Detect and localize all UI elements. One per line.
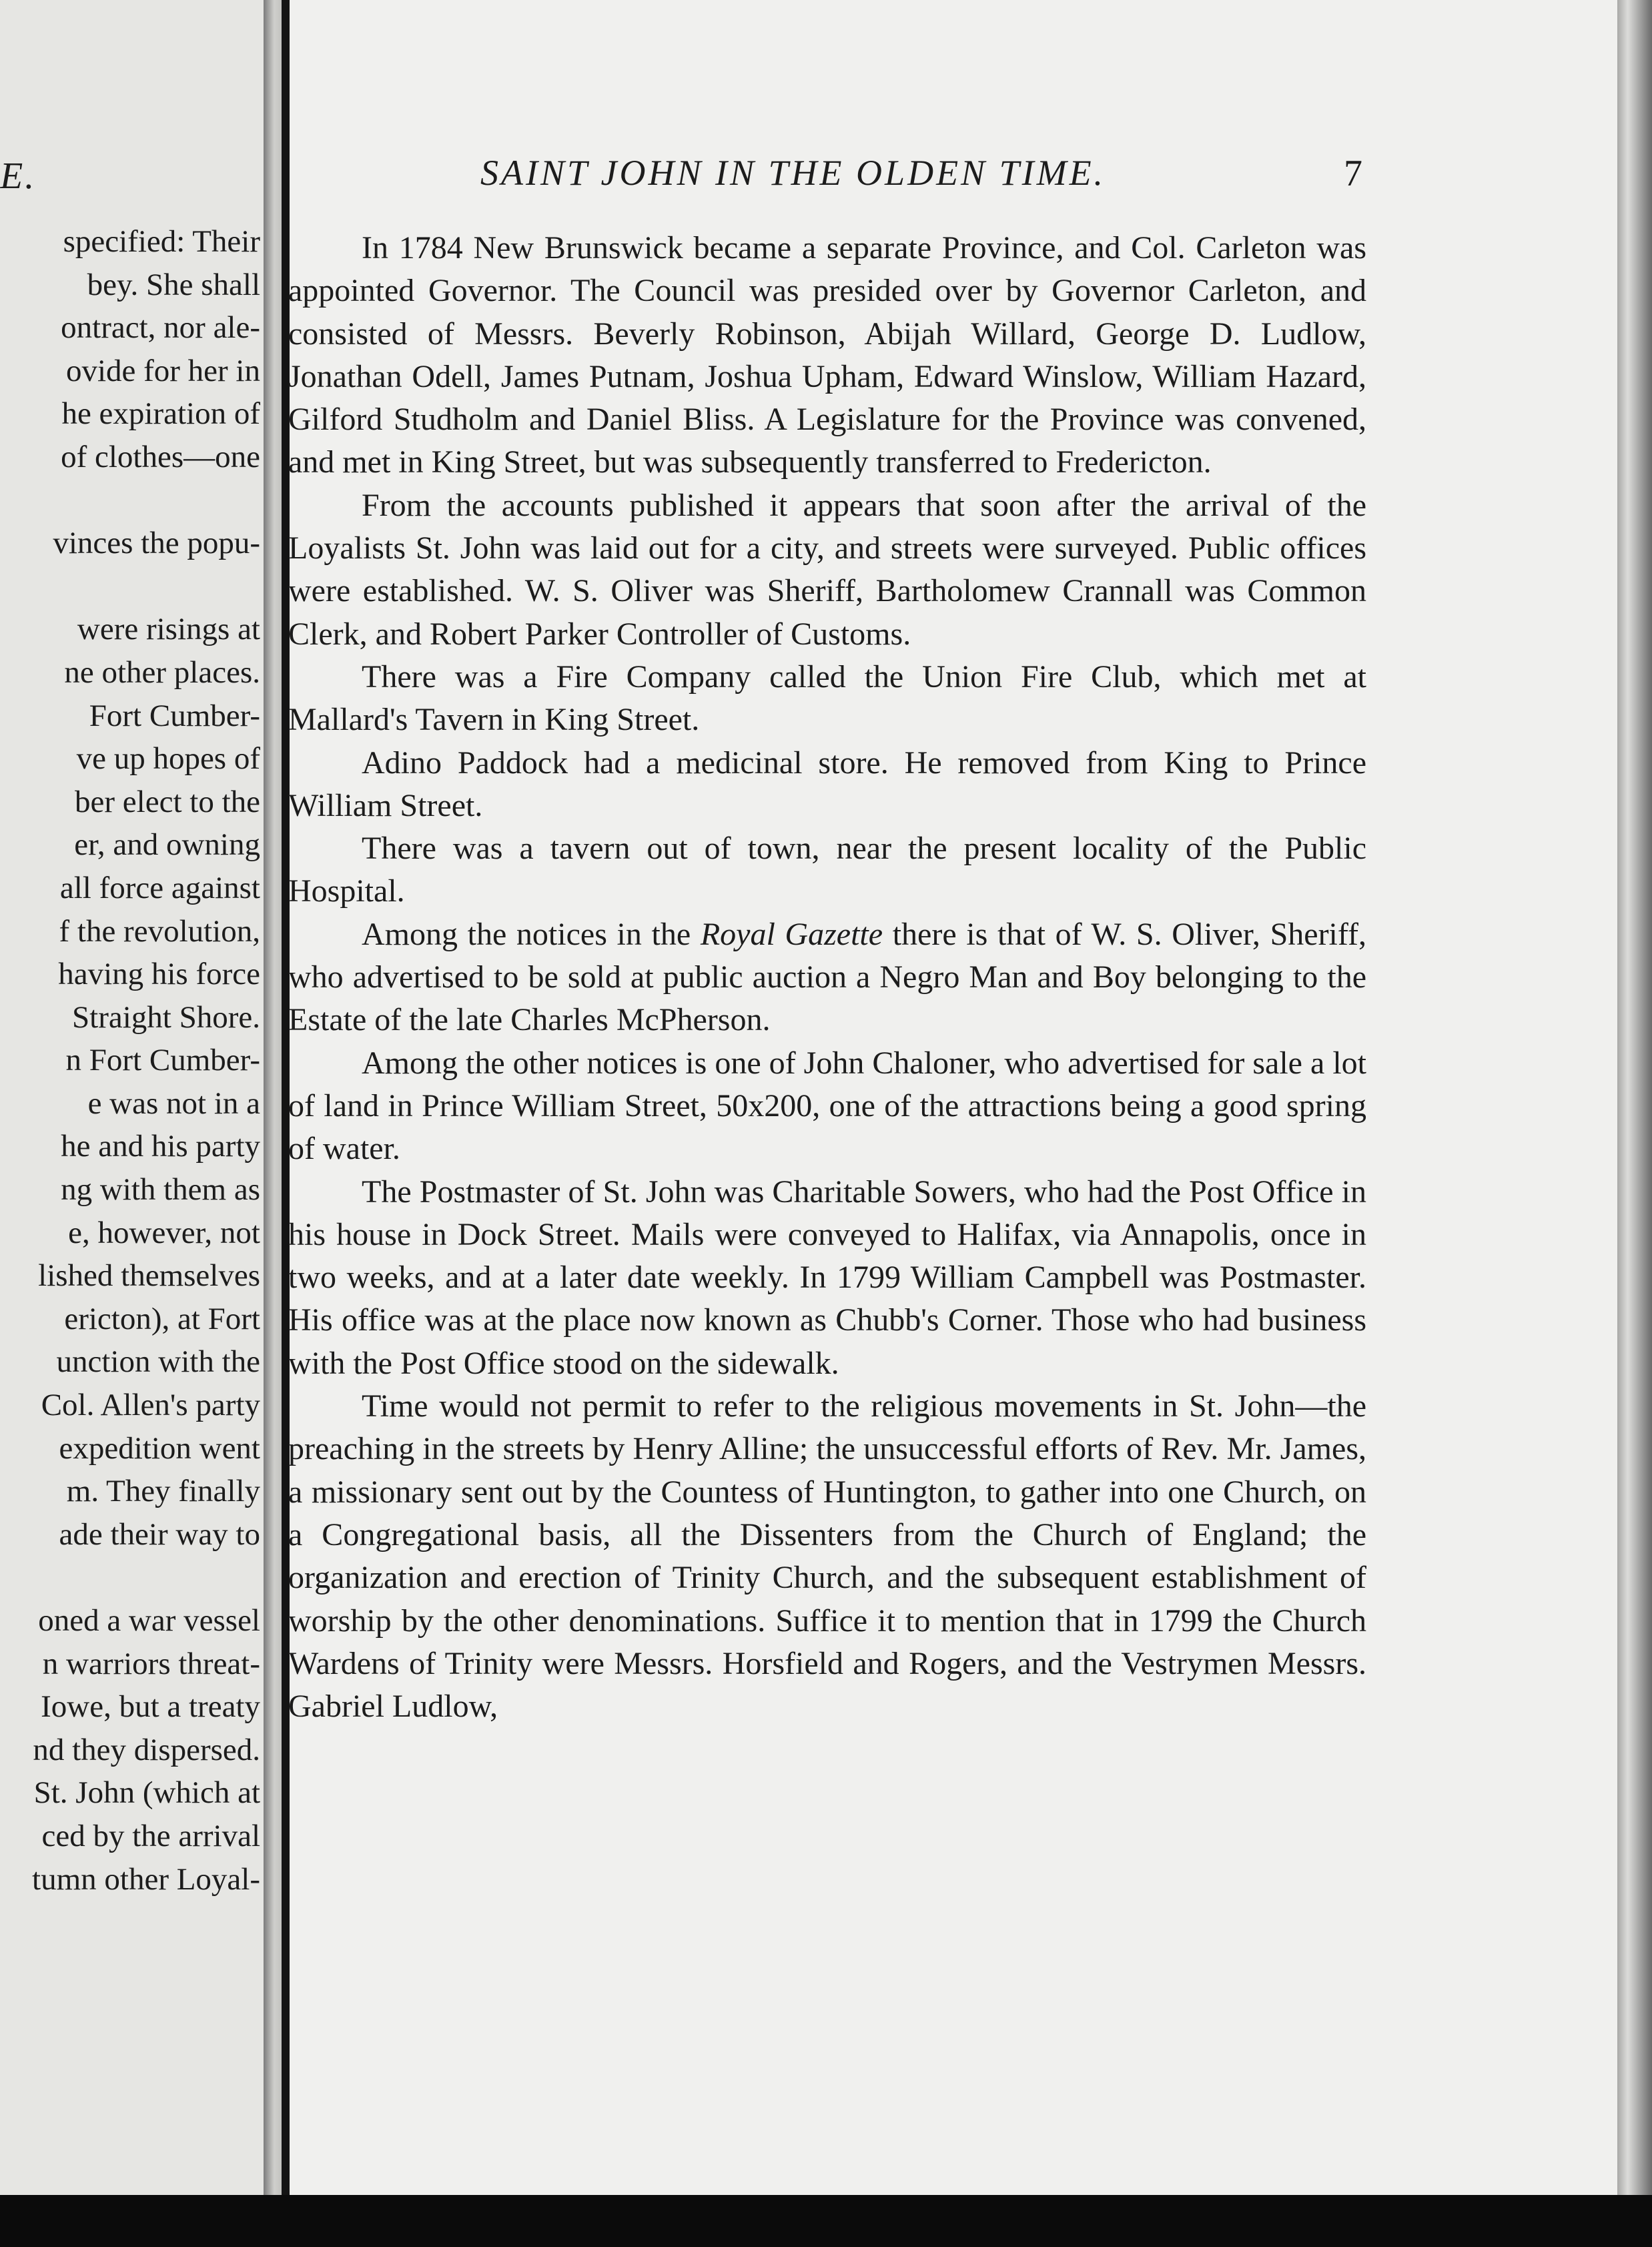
left-line: er, and owning [74, 827, 260, 863]
paragraph: There was a tavern out of town, near the present locality of the Public Hospital. [288, 831, 1366, 909]
left-line: m. They finally [66, 1474, 260, 1509]
left-line: ve up hopes of [76, 741, 260, 777]
left-line: of clothes—one [61, 439, 260, 474]
left-line: having his force [58, 957, 260, 992]
left-line: he and his party [61, 1129, 260, 1164]
paragraph: The Postmaster of St. John was Charitable Sowers, who had the Post Office in his house in Dock Street. Mails were conveyed to Halifax, via Annapolis, once in two weeks, and at a later date weekly. In 1799 William Campbell was Postmaster. His office was at the place now known as Chubb's Corner. Those who had business with the Post Office stood on the sidewalk. [288, 1174, 1366, 1381]
left-line: ced by the arrival [41, 1818, 260, 1853]
left-line: all force against [59, 870, 260, 905]
left-line: were risings at [77, 612, 260, 647]
left-line: e, however, not [68, 1215, 260, 1250]
left-line: Straight Shore. [72, 999, 260, 1035]
left-line: St. John (which at [33, 1775, 260, 1811]
left-text-column [0, 220, 260, 1901]
left-line: lished themselves [38, 1258, 260, 1294]
paragraph-text: there is that of W. S. Oliver, Sheriff, who advertised to be sold at public auction a Negro Man and Boy belonging to the Estate of the late Charles McPherson. [288, 916, 1366, 1038]
left-line: he expiration of [61, 396, 260, 432]
paragraph-text: Among the notices in the [362, 916, 701, 952]
paragraph: In 1784 New Brunswick became a separate Province, and Col. Carleton was appointed Governor. The Council was presided over by Governor Carleton, and consisted of Messrs. Beverly Robinson, Abijah Willard, George D. Ludlow, Jonathan Odell, James Putnam, Joshua Upham, Edward Winslow, William Hazard, Gilford Studholm and Daniel Bliss. A Legislature for the Province was convened, and met in King Street, but was subsequently transferred to Fredericton. [288, 230, 1366, 480]
left-line: ne other places. [64, 654, 260, 690]
paragraph: From the accounts published it appears that soon after the arrival of the Loyalists St. John was laid out for a city, and streets were surveyed. Public offices were established. W. S. Oliver was Sheriff, Bartholomew Crannall was Common Clerk, and Robert Parker Controller of Customs. [288, 487, 1366, 652]
paragraph: Among the other notices is one of John Chaloner, who advertised for sale a lot of land in Prince William Street, 50x200, one of the attractions being a good spring of water. [288, 1045, 1366, 1167]
left-line: oned a war vessel [38, 1603, 260, 1638]
left-running-head-fragment: E. [0, 155, 37, 197]
left-line [0, 1556, 260, 1599]
page-edge [1617, 0, 1652, 2247]
scan-bottom-border [0, 2195, 1652, 2247]
paragraph: Adino Paddock had a medicinal store. He removed from King to Prince William Street. [288, 745, 1366, 823]
page-number: 7 [1344, 153, 1362, 194]
left-line [0, 565, 260, 608]
left-line: ericton), at Fort [64, 1301, 260, 1336]
left-line: expedition went [59, 1430, 260, 1466]
paragraph [288, 913, 1366, 1042]
left-line: n warriors threat- [42, 1646, 260, 1681]
left-line: ovide for her in [65, 353, 260, 388]
left-line: Col. Allen's party [41, 1388, 260, 1423]
left-line: bey. She shall [87, 267, 260, 302]
left-line: ng with them as [61, 1172, 260, 1208]
left-line: ber elect to the [75, 784, 260, 819]
left-line: Iowe, but a treaty [41, 1689, 260, 1725]
left-line: unction with the [56, 1344, 260, 1380]
paragraph: Time would not permit to refer to the religious movements in St. John—the preaching in the streets by Henry Alline; the unsuccessful efforts of Rev. Mr. James, a missionary sent out by the Countess of Huntington, to gather into one Church, on a Congregational basis, all the Dissenters from the Church of England; the organization and erection of Trinity Church, and the subsequent establishment of worship by the other denominations. Suffice it to mention that in 1799 the Church Wardens of Trinity were Messrs. Horsfield and Rogers, and the Vestrymen Messrs. Gabriel Ludlow, [288, 1388, 1366, 1725]
left-line: vinces the popu- [53, 526, 260, 561]
newspaper-title: Royal Gazette [700, 916, 883, 952]
left-line [0, 479, 260, 522]
left-line: Fort Cumber- [89, 698, 260, 733]
left-line: f the revolution, [59, 913, 260, 949]
running-head: SAINT JOHN IN THE OLDEN TIME. [480, 153, 1106, 193]
left-line: ade their way to [59, 1516, 260, 1552]
left-line: tumn other Loyal- [32, 1861, 260, 1897]
left-line: e was not in a [87, 1085, 260, 1121]
left-line: nd they dispersed. [33, 1732, 260, 1767]
left-page-fragment [0, 0, 267, 2195]
left-line: ontract, nor ale- [61, 310, 260, 346]
body-text [288, 227, 1366, 1728]
left-line: specified: Their [63, 224, 260, 259]
left-line: n Fort Cumber- [65, 1043, 260, 1078]
paragraph: There was a Fire Company called the Union Fire Club, which met at Mallard's Tavern in King Street. [288, 658, 1366, 738]
